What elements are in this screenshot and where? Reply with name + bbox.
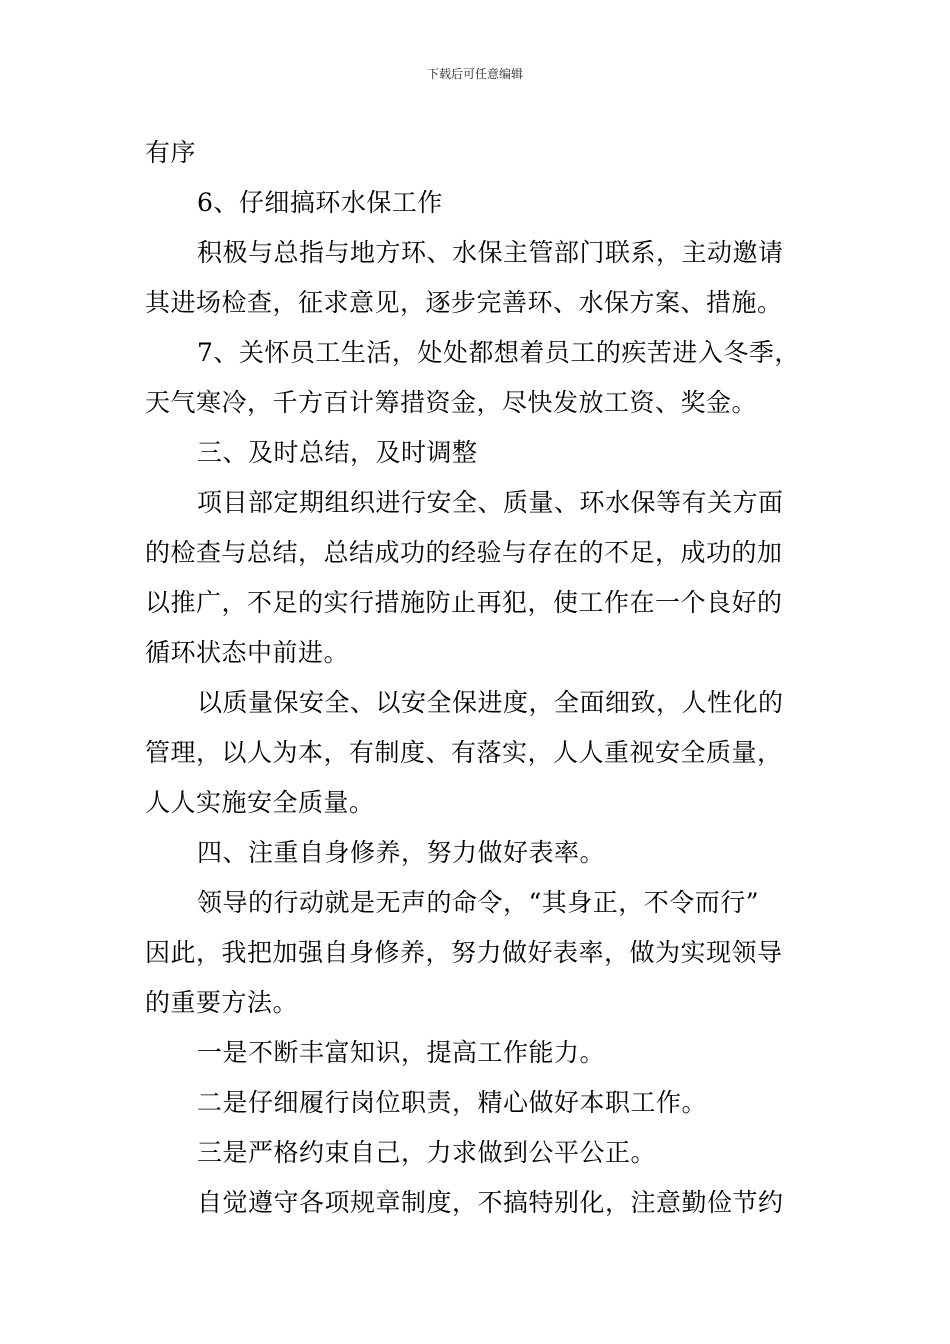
list-item: 三是严格约束自己，力求做到公平公正。 [197, 1138, 657, 1167]
text-line: 管理，以人为本，有制度、有落实，人人重视安全质量， [145, 738, 783, 767]
heading-line: 7、关怀员工生活，处处都想着员工的疾苦进入冬季， [197, 338, 800, 367]
text-line: 以推广，不足的实行措施防止再犯，使工作在一个良好的 [145, 588, 783, 617]
text-line: 以质量保安全、以安全保进度，全面细致，人性化的 [197, 688, 784, 717]
list-item: 一是不断丰富知识，提高工作能力。 [197, 1038, 606, 1067]
text-line: 积极与总指与地方环、水保主管部门联系，主动邀请 [197, 238, 784, 267]
text-line: 的检查与总结，总结成功的经验与存在的不足，成功的加 [145, 538, 783, 567]
section-heading: 三、及时总结，及时调整 [197, 438, 478, 467]
document-body [145, 128, 807, 1228]
text-line: 其进场检查，征求意见，逐步完善环、水保方案、措施。 [145, 288, 783, 317]
text-line: 天气寒冷，千方百计筹措资金，尽快发放工资、奖金。 [145, 388, 758, 417]
heading-line: 6、仔细搞环水保工作 [197, 188, 443, 217]
page-header: 下载后可任意编辑 [426, 67, 523, 81]
text-line: 循环状态中前进。 [145, 638, 350, 667]
section-heading: 四、注重自身修养，努力做好表率。 [197, 838, 606, 867]
list-item: 二是仔细履行岗位职责，精心做好本职工作。 [197, 1088, 708, 1117]
text-line: 自觉遵守各项规章制度，不搞特别化，注意勤俭节约 [197, 1188, 784, 1217]
text-line: 项目部定期组织进行安全、质量、环水保等有关方面 [197, 488, 784, 517]
text-line: 人人实施安全质量。 [145, 788, 375, 817]
text-line: 有序 [145, 138, 197, 167]
text-line: 领导的行动就是无声的命令，“其身正，不令而行” [197, 888, 760, 917]
text-line: 因此，我把加强自身修养，努力做好表率，做为实现领导 [145, 938, 783, 967]
text-line: 的重要方法。 [145, 988, 299, 1017]
